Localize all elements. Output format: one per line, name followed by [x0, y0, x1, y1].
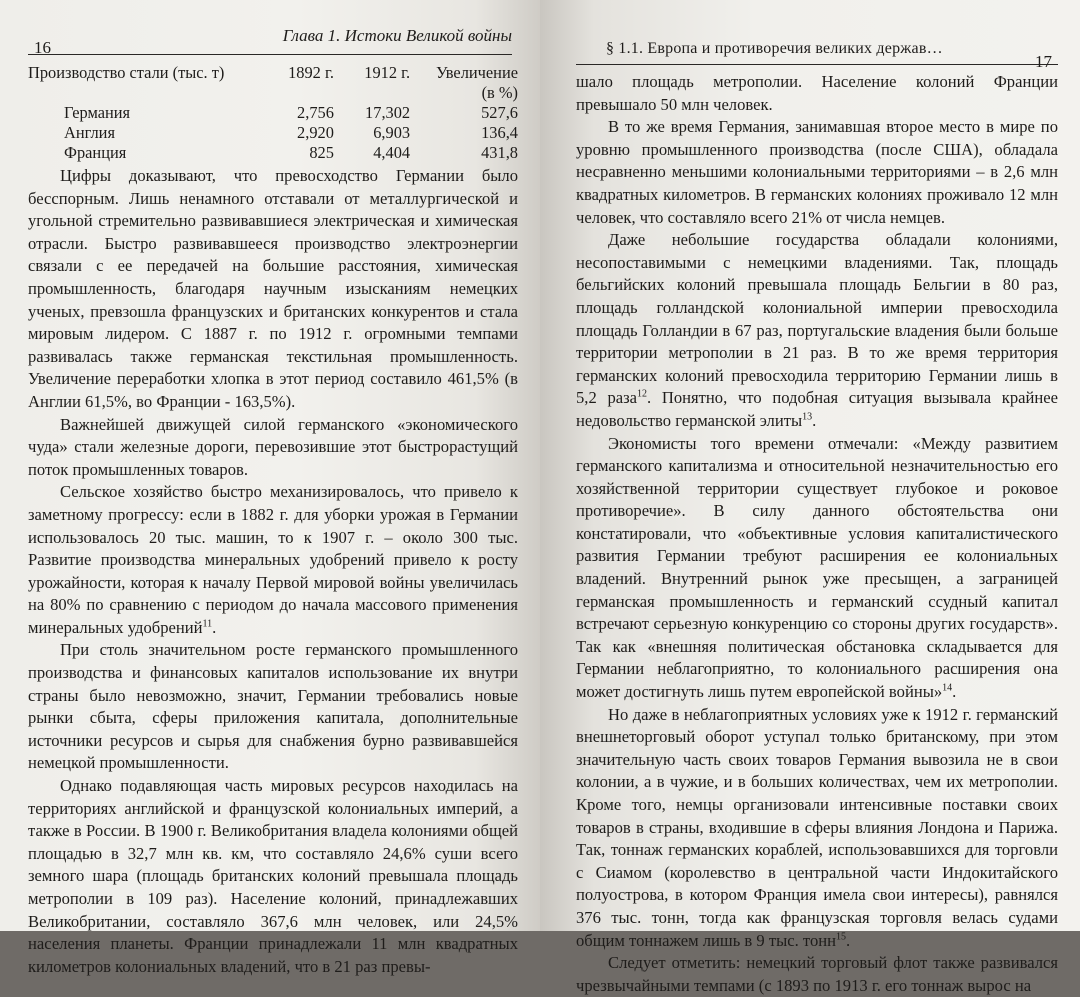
- right-page-header: [576, 38, 1058, 71]
- page-number: 16: [34, 38, 51, 57]
- paragraph-text: Экономисты того времени отмечали: «Между развитием германского капитализма и относительной незначительностью его хозяйственной территории существует глубокое и роковое противоречие». В силу данного обстоятельства они констатировали, что «объективные условия капиталистического развития Германии требуют расширения ее колониальных владений. Внутренний рынок уже пресыщен, а заграницей германская промышленность и германский ссудный капитал встречают серьезную конкуренцию со стороны других государств». Так как «внешняя политическая обстановка складывается для Германии неблагоприятно, то колониального расширения она может достигнуть лишь путем европейской войны»: [576, 433, 1058, 702]
- table-cell: Германия: [64, 103, 131, 122]
- left-page: [0, 0, 540, 976]
- table-header-cell: Увеличение (в %): [436, 63, 518, 102]
- table-cell: 136,4: [481, 123, 518, 142]
- table-header-row: [28, 63, 518, 103]
- paragraph: Цифры доказывают, что превосходство Германии было бесспорным. Лишь ненамного отставали от металлургической и угольной стремительно развивавшиеся электрическая и химическая отрасли. Быстро развивавшееся производство электроэнергии связали с ее передачей на большие расстояния, химическая промышленность, благодаря научным изысканиям немецких ученых, превзошла французских и британских конкурентов и стала мировым лидером. С 1887 г. по 1912 г. огромными темпами развивалась также германская текстильная промышленность. Увеличение переработки хлопка в этот период составило 461,5% (в Англии 61,5%, во Франции - 163,5%).: [28, 166, 518, 411]
- footnote-ref[interactable]: 13: [802, 411, 813, 423]
- paragraph: Важнейшей движущей силой германского «экономического чуда» стали железные дороги, перевозившие этот быстрорастущий поток промышленных товаров.: [28, 414, 518, 479]
- right-page: [540, 0, 1080, 995]
- paragraph-text: Но даже в неблагоприятных условиях уже к 1912 г. германский внешнеторговый оборот уступал только британскому, при этом значительную часть своих товаров Германия вывозила не в свои колонии, а в чужие, и в больших количествах, чем их метрополии. Кроме того, немцы организовали интенсивные поставки своих товаров в страны, входившие в сферы влияния Лондона и Парижа. Так, тоннаж германских кораблей, использовавшихся для торговли с Сиамом (королевство в центральной части Индокитайского полуострова, в котором Франция имела свои интересы), равнялся 376 тыс. тонн, тогда как французская торговля велась судами общим тоннажем лишь в 9 тыс. тонн: [576, 704, 1058, 950]
- table-row: [28, 123, 518, 143]
- paragraph: При столь значительном росте германского промышленного производства и финансовых капиталов использование их внутри страны было невозможно, значит, Германии требовались новые рынки сбыта, сферы приложения капитала, дополнительные источники ресурсов и сырья для снабжения бурно развивавшейся немецкой промышленности.: [28, 640, 518, 773]
- footnote-ref[interactable]: 11: [202, 618, 213, 630]
- paragraph-text: . Понятно, что подобная ситуация вызывала крайнее недовольство германской элиты: [576, 388, 1058, 430]
- paragraph: [576, 704, 1058, 953]
- paragraph-text: .: [846, 930, 851, 950]
- footnote-ref[interactable]: 12: [637, 388, 648, 400]
- left-page-header: [28, 28, 512, 55]
- table-row: [28, 143, 518, 163]
- paragraph-text: Сельское хозяйство быстро механизировалось, что привело к заметному прогрессу: если в 1882 г. для уборки урожая в Германии использовалось 20 тыс. машин, то к 1907 г. – около 300 тыс. Развитие производства минеральных удобрений привело к росту урожайности, которая к началу Первой мировой войны увеличилась на 80% по сравнению с периодом до начала массового применения минеральных удобрений: [28, 482, 518, 637]
- body-text: [28, 165, 518, 978]
- paragraph: [576, 433, 1058, 704]
- footnote-ref[interactable]: 14: [942, 682, 953, 694]
- table-cell: 2,920: [297, 123, 334, 142]
- body-text: [576, 71, 1058, 997]
- paragraph: Даже небольшие государства обладали колониями, несопоставимыми с немецкими владениями. Так, площадь бельгийских колоний превышала площадь Бельгии в 80 раз, площадь голландской колониальной империи превосходила площадь Голландии в 67 раз, португальские владения были больше территории метрополии в 21 раз. В то же время территория германских колоний превосходила территорию Германии лишь в 5,2 раза$^{12}$. Понятно, что подобная ситуация вызывала крайнее недовольство германской элиты$^{13}$.: [576, 230, 1058, 430]
- running-title: Глава 1. Истоки Великой войны: [282, 26, 512, 45]
- table-cell: 6,903: [373, 123, 411, 142]
- paragraph: Следует отметить: немецкий торговый флот также развивался чрезвычайными темпами (с 1893 по 1913 г. его тоннаж вырос на: [576, 953, 1058, 995]
- table-cell: 527,6: [481, 103, 518, 122]
- table-header-cell: 1912 г.: [364, 63, 411, 82]
- table-cell: 825: [309, 143, 334, 162]
- table-cell: 4,404: [373, 143, 411, 162]
- paragraph-continuation: шало площадь метрополии. Население колоний Франции превышало 50 млн человек.: [576, 72, 1058, 114]
- paragraph: Однако подавляющая часть мировых ресурсов находилась на территориях английской и французской колониальных империй, а также в России. В 1900 г. Великобритания владела колониями общей площадью в 32,7 млн кв. км, что составляло 24,6% суши всего земного шара (площадь британских колоний превышала площадь метрополии в 109 раз). Население колоний, принадлежавших Великобритании, составляло 367,6 млн человек, или 24,5% населения планеты. Франции принадлежали 11 млн квадратных километров колониальных владений, что в 21 раз превы-: [28, 776, 518, 976]
- table-cell: Англия: [64, 123, 115, 142]
- footnote-ref[interactable]: 15: [836, 931, 846, 943]
- table-cell: Франция: [64, 143, 127, 162]
- table-row: [28, 103, 518, 123]
- table-cell: 17,302: [365, 103, 411, 122]
- page-number: 17: [1035, 52, 1052, 71]
- table-cell: 431,8: [481, 143, 518, 162]
- paragraph-text: Даже небольшие государства обладали колониями, несопоставимыми с немецкими владениями. Так, площадь бельгийских колоний превышала площадь Бельгии в 80 раз, площадь голландской колониальной империи превосходила площадь Голландии в 67 раз, португальские владения были больше территории метрополии в 21 раз. В то же время территория германских колоний превосходила территорию Германии лишь в 5,2 раза: [576, 230, 1058, 408]
- paragraph: В то же время Германия, занимавшая второе место в мире по уровню промышленного производства (после США), обладала несравненно меньшими колониальными территориями – в 2,6 млн квадратных километров. В германских колониях проживало 12 млн человек, что составляло всего 21% от числа немцев.: [576, 117, 1058, 227]
- running-title: § 1.1. Европа и противоречия великих держав…: [606, 40, 943, 57]
- steel-production-table: [28, 63, 518, 163]
- table-header-cell: 1892 г.: [288, 63, 334, 82]
- paragraph: Сельское хозяйство быстро механизировалось, что привело к заметному прогрессу: если в 1882 г. для уборки урожая в Германии использовалось 20 тыс. машин, то к 1907 г. – около 300 тыс. Развитие производства минеральных удобрений привело к росту урожайности, которая к началу Первой мировой войны увеличилась на 80% по сравнению с периодом до начала массового применения минеральных удобрений$^{11}$.: [28, 482, 518, 637]
- table-header-cell: Производство стали (тыс. т): [28, 63, 225, 82]
- paragraph-text: .: [952, 682, 957, 702]
- table-cell: 2,756: [297, 103, 334, 122]
